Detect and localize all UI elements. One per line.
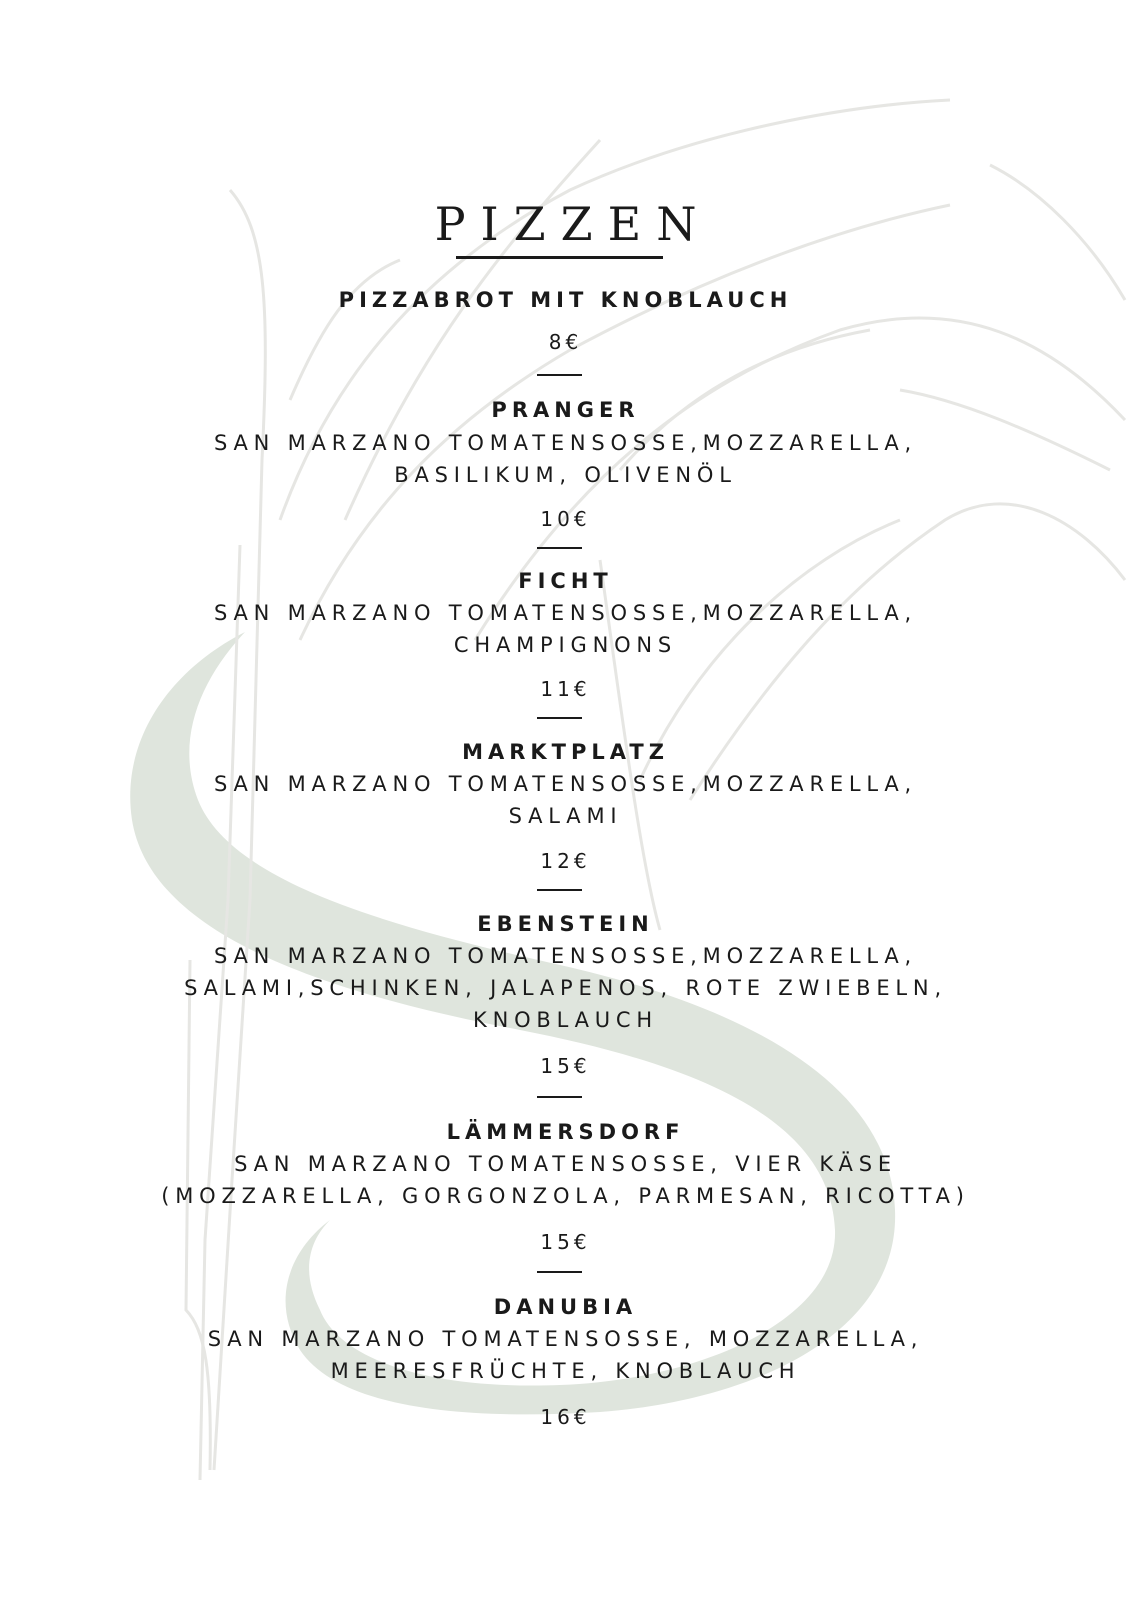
menu-item-price: 11€ (540, 677, 591, 701)
menu-item-description: SAN MARZANO TOMATENSOSSE,MOZZARELLA, (213, 431, 918, 455)
menu-item-name: PRANGER (491, 398, 640, 422)
menu-item-description: SALAMI (508, 804, 623, 828)
menu-item-price: 16€ (540, 1405, 591, 1429)
page-title: PIZZEN (434, 197, 712, 251)
item-divider (537, 547, 582, 549)
title-underline (456, 256, 663, 259)
item-divider (537, 1096, 582, 1098)
menu-item-description: BASILIKUM, OLIVENÖL (394, 463, 737, 487)
menu-item-description: KNOBLAUCH (473, 1008, 658, 1032)
menu-item-name: DANUBIA (493, 1295, 638, 1319)
item-divider (537, 1271, 582, 1273)
menu-item-description: (MOZZARELLA, GORGONZOLA, PARMESAN, RICOTTA) (161, 1184, 970, 1208)
menu-item-name: LÄMMERSDORF (446, 1120, 685, 1144)
menu-item-description: SAN MARZANO TOMATENSOSSE, MOZZARELLA, (207, 1327, 924, 1351)
item-divider (537, 889, 582, 891)
menu-item-description: SAN MARZANO TOMATENSOSSE,MOZZARELLA, (213, 944, 918, 968)
menu-item-price: 10€ (540, 507, 591, 531)
menu-item-price: 15€ (540, 1230, 591, 1254)
menu-item-description: MEERESFRÜCHTE, KNOBLAUCH (330, 1359, 801, 1383)
menu-item-name: EBENSTEIN (477, 912, 654, 936)
menu-item-price: 8€ (548, 330, 583, 354)
menu-item-description: SAN MARZANO TOMATENSOSSE,MOZZARELLA, (213, 601, 918, 625)
menu-item-name: PIZZABROT MIT KNOBLAUCH (338, 288, 793, 312)
menu-item-price: 12€ (540, 849, 591, 873)
item-divider (537, 374, 582, 376)
menu-item-description: SAN MARZANO TOMATENSOSSE, VIER KÄSE (234, 1152, 897, 1176)
item-divider (537, 717, 582, 719)
menu-item-name: FICHT (518, 569, 613, 593)
menu-item-description: SALAMI,SCHINKEN, JALAPENOS, ROTE ZWIEBELN, (184, 976, 947, 1000)
menu-item-description: CHAMPIGNONS (453, 633, 678, 657)
menu-item-price: 15€ (540, 1054, 591, 1078)
menu-item-name: MARKTPLATZ (462, 740, 669, 764)
menu-item-description: SAN MARZANO TOMATENSOSSE,MOZZARELLA, (213, 772, 918, 796)
